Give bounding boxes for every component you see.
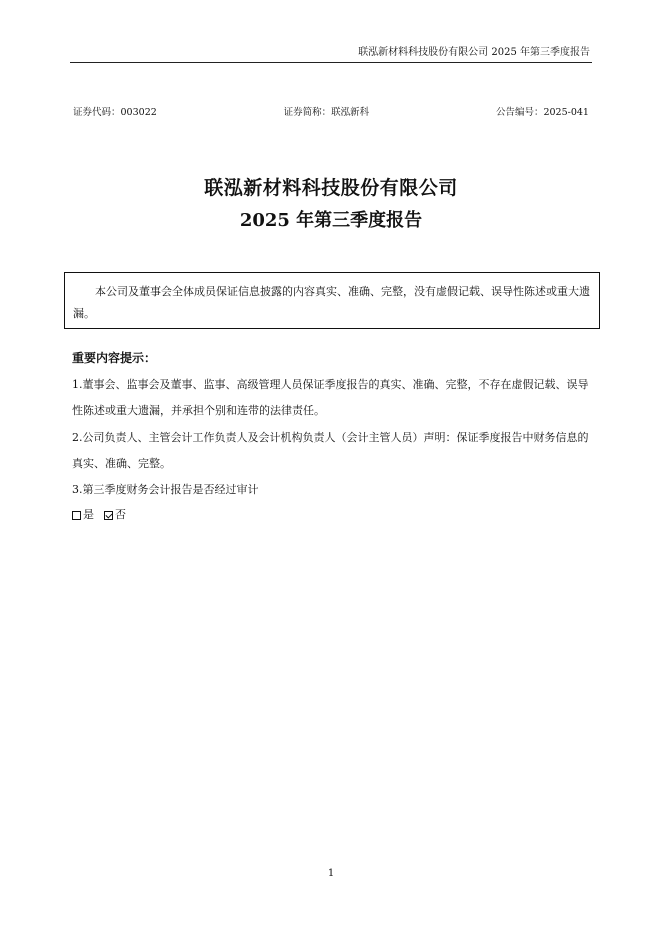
- announcement-number-label: 公告编号：: [495, 107, 544, 118]
- disclosure-notice-box: [64, 272, 600, 329]
- security-code: [73, 106, 157, 120]
- security-short-name: [284, 106, 370, 120]
- audit-no-checkbox[interactable]: [104, 511, 113, 520]
- security-short-name-value: 联泓新科: [331, 107, 370, 118]
- security-code-label: 证券代码：: [73, 107, 121, 118]
- disclosure-notice-text: 本公司及董事会全体成员保证信息披露的内容真实、准确、完整，没有虚假记载、误导性陈述或重大遗漏。: [73, 285, 590, 320]
- company-name-title: 联泓新材料科技股份有限公司: [204, 177, 458, 199]
- running-header-title: 联泓新材料科技股份有限公司 2025 年第三季度报告: [358, 47, 590, 58]
- announcement-number: [496, 106, 589, 120]
- audit-no-label: 否: [115, 508, 126, 521]
- page-number: 1: [327, 868, 335, 879]
- important-note-3: 3.第三季度财务会计报告是否经过审计: [72, 483, 259, 496]
- important-notes-heading: 重要内容提示：: [72, 351, 157, 365]
- security-code-value: 003022: [120, 107, 157, 118]
- audit-yes-label: 是: [83, 508, 94, 521]
- important-note-2: 2.公司负责人、主管会计工作负责人及会计机构负责人（会计主管人员）声明：保证季度报告中财务信息的真实、准确、完整。: [72, 431, 589, 470]
- announcement-number-value: 2025-041: [543, 107, 589, 118]
- audit-yes-checkbox[interactable]: [72, 511, 81, 520]
- security-short-name-label: 证券简称：: [283, 107, 332, 118]
- header-divider: [70, 62, 592, 63]
- audit-choice-row: [72, 504, 126, 526]
- report-title: 2025 年第三季度报告: [239, 210, 423, 231]
- security-info-row: [73, 106, 589, 120]
- important-note-1: 1.董事会、监事会及董事、监事、高级管理人员保证季度报告的真实、准确、完整，不存在虚假记载、误导性陈述或重大遗漏，并承担个别和连带的法律责任。: [72, 378, 589, 417]
